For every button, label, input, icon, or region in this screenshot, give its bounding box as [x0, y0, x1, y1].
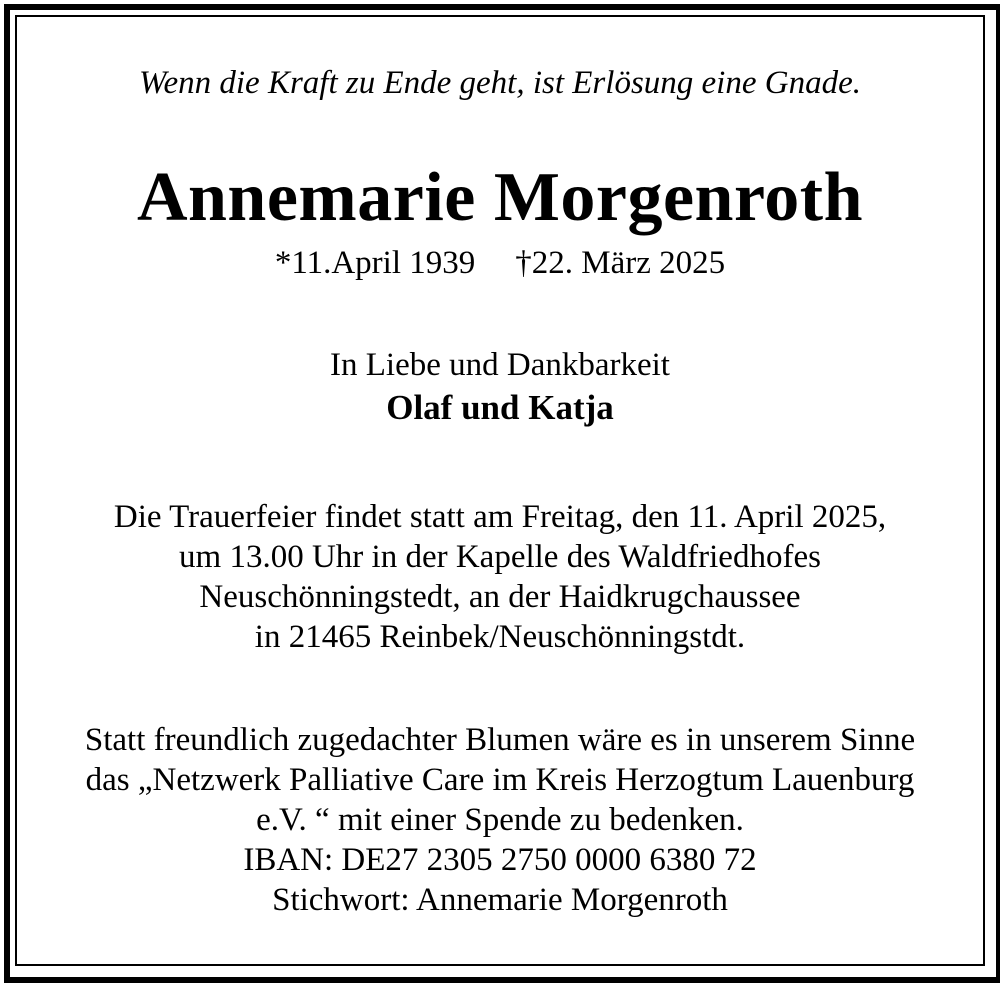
donation-line: das „Netzwerk Palliative Care im Kreis Herzogtum Lauenburg [85, 762, 915, 798]
death-date: †22. März 2025 [515, 245, 726, 281]
birth-date: *11.April 1939 [274, 245, 476, 281]
dedication-text: In Liebe und Dankbarkeit [330, 347, 670, 383]
ceremony-line: um 13.00 Uhr in der Kapelle des Waldfriedhofes [179, 539, 821, 575]
donation-line: e.V. “ mit einer Spende zu bedenken. [256, 802, 744, 838]
ceremony-line: Die Trauerfeier findet statt am Freitag, den 11. April 2025, [113, 499, 887, 535]
mourners-names: Olaf und Katja [386, 388, 614, 427]
deceased-name: Annemarie Morgenroth [136, 159, 864, 236]
donation-line: Statt freundlich zugedachter Blumen wäre es in unserem Sinne [84, 722, 916, 758]
ceremony-line: in 21465 Reinbek/Neuschönningstdt. [254, 619, 746, 655]
motto-quote: Wenn die Kraft zu Ende geht, ist Erlösung eine Gnade. [139, 65, 861, 101]
iban-line: IBAN: DE27 2305 2750 0000 6380 72 [243, 842, 757, 878]
life-dates [17, 243, 983, 283]
keyword-line: Stichwort: Annemarie Morgenroth [272, 882, 728, 918]
donation-request [17, 720, 983, 920]
funeral-ceremony-details [17, 497, 983, 657]
ceremony-line: Neuschönningstedt, an der Haidkrugchaussee [199, 579, 801, 615]
